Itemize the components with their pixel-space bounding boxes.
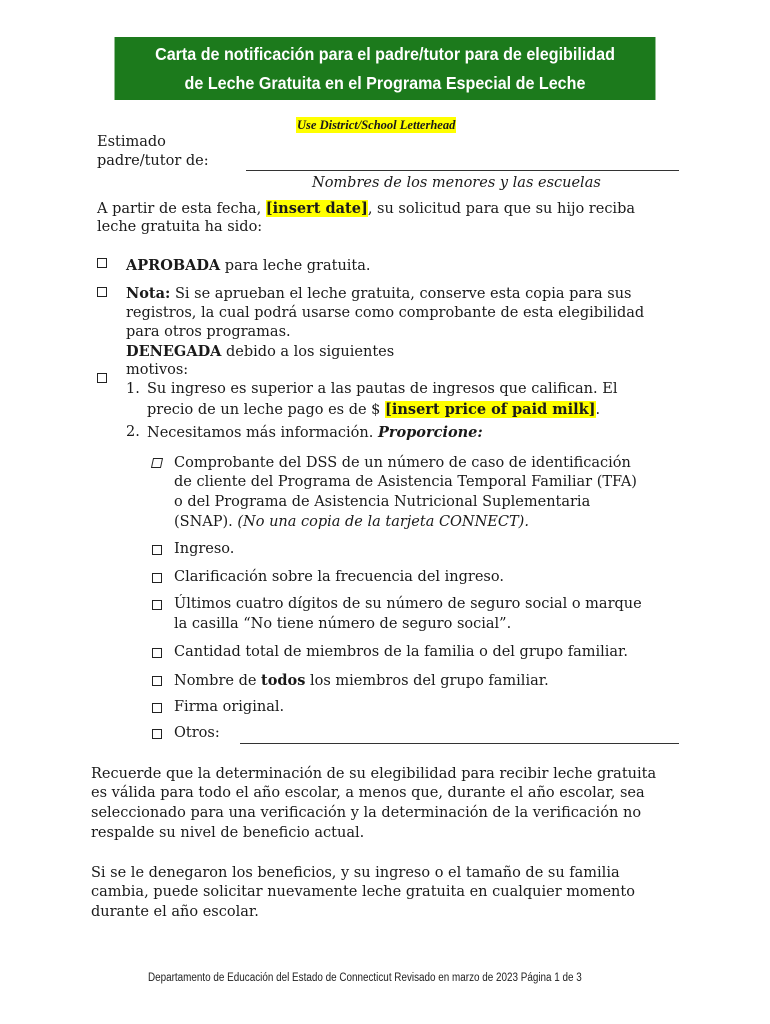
notice-title-banner — [115, 37, 656, 100]
income-item: Ingreso. — [174, 541, 235, 557]
approved-checkbox[interactable] — [97, 258, 107, 268]
others-checkbox[interactable] — [152, 729, 162, 739]
salutation-line-2: padre/tutor de: — [97, 153, 209, 169]
denied-line-2: motivos: — [126, 362, 189, 378]
note-line-2: registros, la cual podrá usarse como comprobante de esta elegibilidad — [126, 305, 645, 321]
dss-line-1: Comprobante del DSS de un número de caso de identificación — [174, 455, 631, 471]
reason-2-number: 2. — [126, 424, 140, 440]
insert-price-field: [insert price of paid milk] — [385, 401, 596, 418]
title-line-2: de Leche Gratuita en el Programa Especial de Leche — [184, 73, 586, 93]
reason-1-line-2: precio de un leche pago es de $ [insert price of paid milk]. — [147, 401, 601, 418]
dss-line-4: (SNAP). (No una copia de la tarjeta CONNECT). — [174, 514, 529, 530]
letterhead-note: Use District/School Letterhead — [297, 118, 456, 132]
ssn-line-1: Últimos cuatro dígitos de su número de seguro social o marque — [174, 596, 642, 612]
para1-line-2: es válida para todo el año escolar, a menos que, durante el año escolar, sea — [91, 785, 645, 801]
names-item: Nombre de todos los miembros del grupo familiar. — [174, 672, 549, 689]
note-line-3: para otros programas. — [126, 324, 291, 340]
members-item: Cantidad total de miembros de la familia o del grupo familiar. — [174, 644, 628, 660]
para1-line-4: respalde su nivel de beneficio actual. — [91, 825, 365, 841]
note-line-1: Nota: Si se aprueban el leche gratuita, conserve esta copia para sus — [126, 285, 632, 302]
para2-line-3: durante el año escolar. — [91, 904, 259, 920]
frequency-item: Clarificación sobre la frecuencia del ingreso. — [174, 569, 504, 585]
dss-checkbox[interactable] — [151, 458, 163, 468]
para2-line-1: Si se le denegaron los beneficios, y su ingreso o el tamaño de su familia — [91, 865, 620, 881]
intro-line-1: A partir de esta fecha, [insert date], su solicitud para que su hijo reciba — [97, 200, 636, 217]
frequency-checkbox[interactable] — [152, 573, 162, 583]
approved-text: APROBADA para leche gratuita. — [126, 257, 371, 274]
reason-2-text: Necesitamos más información. Proporcione: — [147, 424, 483, 441]
para1-line-1: Recuerde que la determinación de su elegibilidad para recibir leche gratuita — [91, 766, 657, 782]
para1-line-3: seleccionado para una verificación y la determinación de la verificación no — [91, 805, 642, 821]
names-caption: Nombres de los menores y las escuelas — [312, 175, 601, 191]
title-line-1: Carta de notificación para el padre/tutor para de elegibilidad — [155, 44, 615, 64]
ssn-line-2: la casilla “No tiene número de seguro social”. — [174, 616, 512, 632]
dss-line-2: de cliente del Programa de Asistencia Temporal Familiar (TFA) — [174, 474, 637, 490]
intro-line-2: leche gratuita ha sido: — [97, 219, 263, 235]
reason-1-number: 1. — [126, 381, 140, 397]
signature-item: Firma original. — [174, 699, 285, 715]
names-blank-line[interactable] — [246, 170, 679, 171]
denied-line-1: DENEGADA debido a los siguientes — [126, 343, 395, 360]
denied-checkbox[interactable] — [97, 373, 107, 383]
members-checkbox[interactable] — [152, 648, 162, 658]
note-checkbox[interactable] — [97, 287, 107, 297]
reason-1-line-1: Su ingreso es superior a las pautas de ingresos que califican. El — [147, 381, 618, 397]
dss-line-3: o del Programa de Asistencia Nutricional Suplementaria — [174, 494, 591, 510]
salutation-line-1: Estimado — [97, 134, 166, 150]
ssn-checkbox[interactable] — [152, 600, 162, 610]
signature-checkbox[interactable] — [152, 703, 162, 713]
income-checkbox[interactable] — [152, 545, 162, 555]
insert-date-field: [insert date] — [265, 200, 368, 217]
page-footer: Departamento de Educación del Estado de Connecticut Revisado en marzo de 2023 Página 1 de 3 — [148, 972, 582, 984]
para2-line-2: cambia, puede solicitar nuevamente leche gratuita en cualquier momento — [91, 884, 635, 900]
others-blank-line[interactable] — [240, 743, 679, 744]
names-checkbox[interactable] — [152, 676, 162, 686]
others-item: Otros: — [174, 725, 220, 741]
